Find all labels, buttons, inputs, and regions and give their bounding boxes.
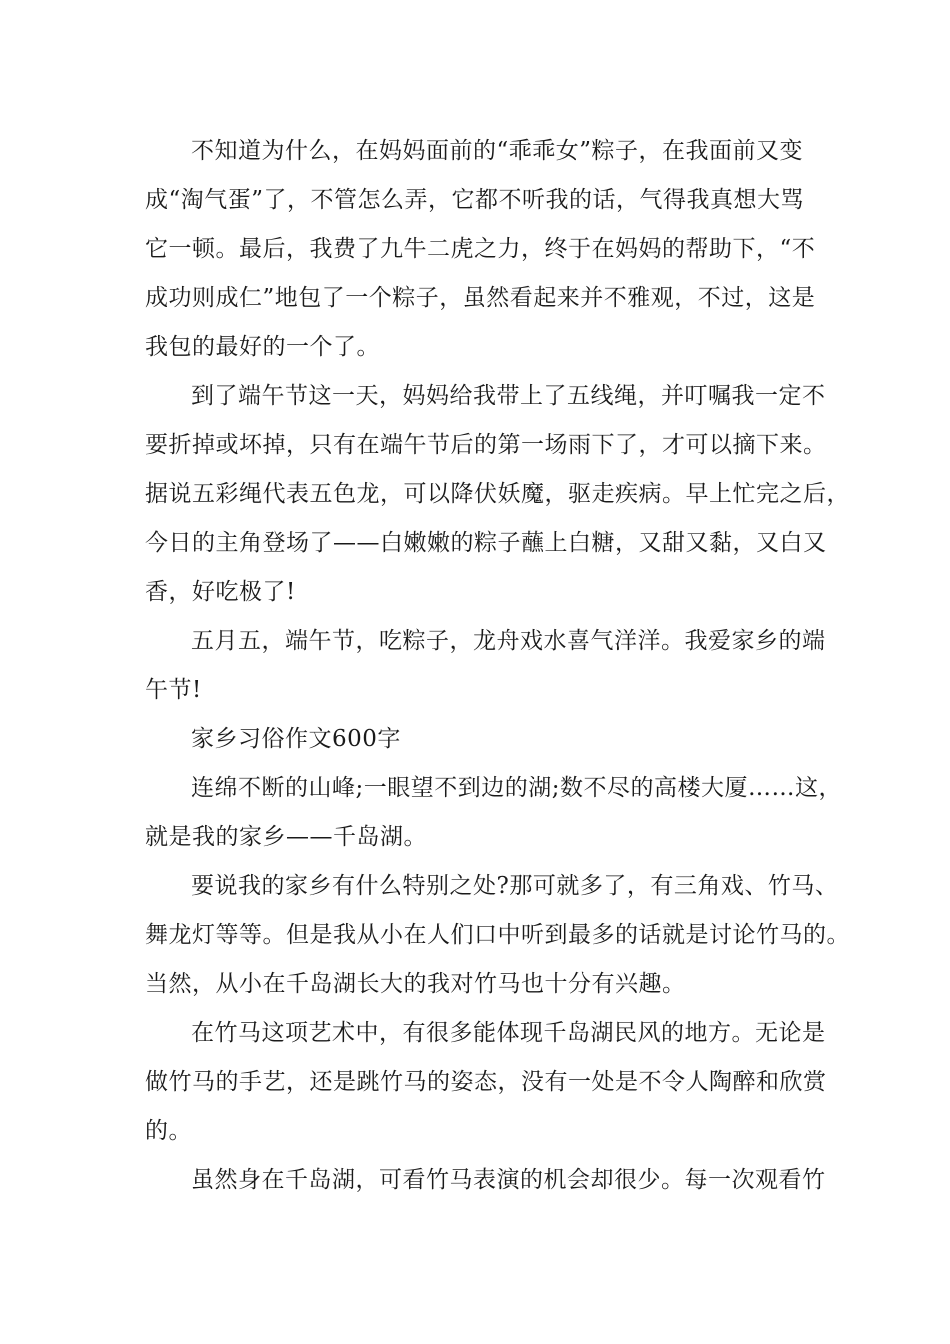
text-line: 不知道为什么，在妈妈面前的“乖乖女”粽子，在我面前又变	[191, 138, 804, 164]
text-line: 据说五彩绳代表五色龙，可以降伏妖魔，驱走疾病。早上忙完之后，	[145, 481, 850, 507]
text-line: 我包的最好的一个了。	[145, 334, 380, 360]
text-line: 到了端午节这一天，妈妈给我带上了五线绳，并叮嘱我一定不	[191, 383, 826, 409]
paragraph	[145, 862, 850, 1009]
text-line: 要说我的家乡有什么特别之处?那可就多了，有三角戏、竹马、	[191, 873, 839, 899]
text-line: 五月五，端午节，吃粽子，龙舟戏水喜气洋洋。我爱家乡的端	[191, 628, 826, 654]
text-line: 要折掉或坏掉，只有在端午节后的第一场雨下了，才可以摘下来。	[145, 432, 827, 458]
paragraph	[145, 1009, 825, 1156]
text-line: 成功则成仁”地包了一个粽子，虽然看起来并不雅观，不过，这是	[145, 285, 816, 311]
text-line: 虽然身在千岛湖，可看竹马表演的机会却很少。每一次观看竹	[191, 1167, 826, 1193]
text-line: 午节!	[145, 677, 202, 703]
paragraph	[145, 617, 825, 715]
paragraph	[145, 764, 842, 862]
text-line: 舞龙灯等等。但是我从小在人们口中听到最多的话就是讨论竹马的。	[145, 922, 850, 948]
text-line: 当然，从小在千岛湖长大的我对竹马也十分有兴趣。	[145, 971, 686, 997]
paragraph	[145, 1156, 825, 1205]
heading-text: 家乡习俗作文600字	[191, 726, 401, 752]
text-line: 做竹马的手艺，还是跳竹马的姿态，没有一处是不令人陶醉和欣赏	[145, 1069, 827, 1095]
paragraph	[145, 372, 850, 617]
text-line: 就是我的家乡——千岛湖。	[145, 824, 427, 850]
paragraph	[145, 127, 825, 372]
text-line: 的。	[145, 1118, 192, 1144]
text-line: 它一顿。最后，我费了九牛二虎之力，终于在妈妈的帮助下，“不	[145, 236, 816, 262]
text-line: 在竹马这项艺术中，有很多能体现千岛湖民风的地方。无论是	[191, 1020, 826, 1046]
document-body	[145, 127, 850, 1205]
text-line: 今日的主角登场了——白嫩嫩的粽子蘸上白糖，又甜又黏，又白又	[145, 530, 827, 556]
section-heading	[145, 715, 825, 764]
text-line: 成“淘气蛋”了，不管怎么弄，它都不听我的话，气得我真想大骂	[145, 187, 805, 213]
text-line: 香，好吃极了!	[145, 579, 296, 605]
text-line: 连绵不断的山峰;一眼望不到边的湖;数不尽的高楼大厦……这，	[191, 775, 842, 801]
